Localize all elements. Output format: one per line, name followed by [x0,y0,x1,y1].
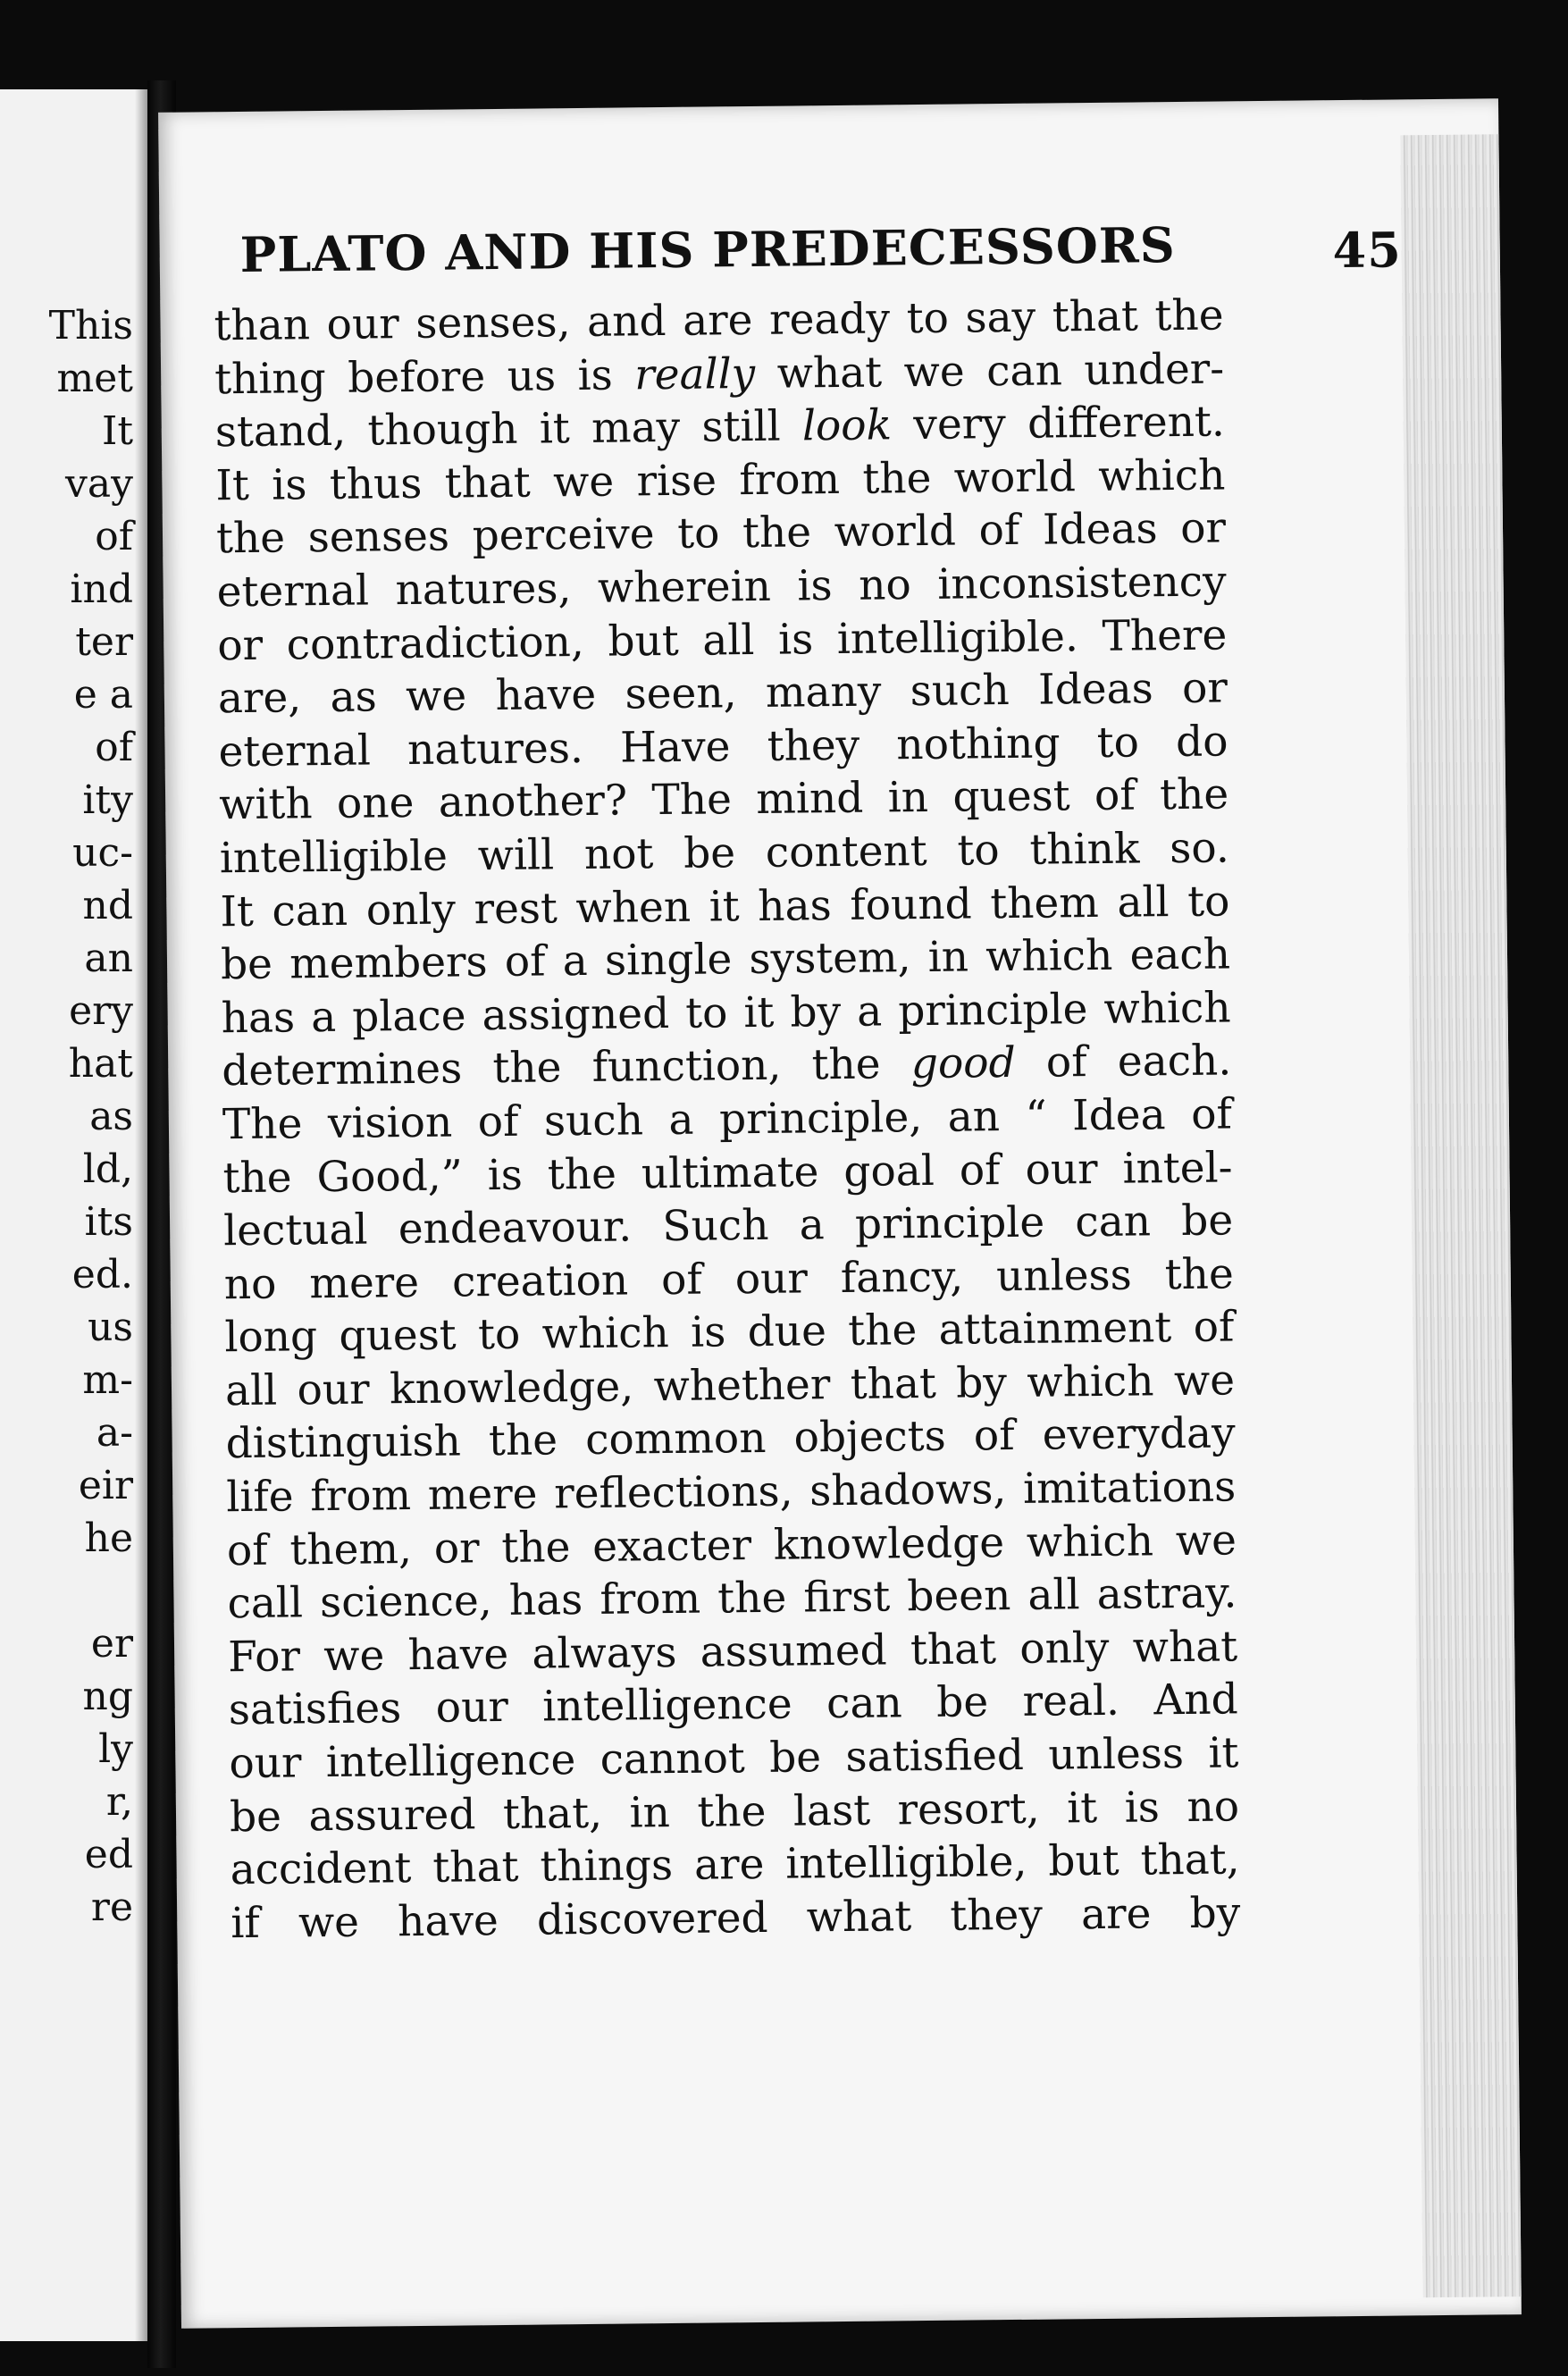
text-segment: be members of a single system, in which each [220,929,1231,990]
fragment-line: ind [70,567,133,612]
fragment-line: ter [75,619,133,665]
italic-word: good [910,1038,1016,1089]
text-segment: It is thus that we rise from the world which [215,450,1226,511]
fragment-line: ed [84,1832,133,1877]
text-segment: of each. [1015,1036,1232,1088]
fragment-line: its [84,1199,133,1245]
text-segment: than our senses, and are ready to say that the [214,290,1224,351]
fragment-line: eir [78,1463,133,1508]
text-segment: has a place assigned to it by a principle which [221,983,1231,1043]
text-line [231,1886,1241,1950]
fragment-line: ly [98,1726,133,1772]
text-segment: with one another? The mind in quest of the [218,769,1229,830]
text-segment: no mere creation of our fancy, unless the [223,1249,1235,1309]
text-segment: of them, or the exacter knowledge which we [226,1515,1237,1575]
fragment-line: hat [68,1041,133,1087]
text-segment: very different. [891,397,1226,450]
fragment-line: uc- [72,830,133,876]
fragment-line: an [84,936,133,981]
text-segment: if we have discovered what they are by [230,1888,1241,1948]
previous-page-edge [0,89,147,2341]
text-segment: what we can under- [754,344,1225,399]
text-segment: long quest to which is due the attainment of [224,1302,1235,1363]
running-head [239,214,1402,298]
text-line [222,1087,1233,1151]
text-segment: satisfies our intelligence can be real. And [228,1675,1239,1735]
fragment-line: of [95,514,133,559]
fragment-line: r, [105,1779,133,1825]
fragment-line: a- [96,1410,133,1456]
text-segment: the senses perceive to the world of Ideas or [215,503,1227,564]
fragment-line: ed. [71,1252,133,1297]
text-line [229,1726,1239,1790]
text-segment: stand, though it may still [214,401,803,458]
page-shadow [135,89,147,2341]
fragment-line: e a [73,672,133,718]
text-segment: distinguish the common objects of everyday [225,1408,1236,1469]
text-segment: thing before us is [214,349,635,404]
text-segment: are, as we have seen, many such Ideas or [217,663,1228,724]
text-segment: For we have always assumed that only what [227,1622,1238,1683]
text-segment: be assured that, in the last resort, it is no [229,1781,1240,1842]
text-segment: eternal natures. Have they nothing to do [218,717,1228,777]
fragment-line: ld, [82,1146,133,1192]
fragment-line: It [101,408,133,454]
body-text [214,289,1240,1950]
fragment-line [49,1565,133,1617]
text-line [219,821,1229,885]
fragment-line: he [84,1515,133,1561]
text-line [214,289,1224,352]
text-segment: call science, has from the first been all astray. [227,1568,1237,1629]
fragment-line: ery [69,988,133,1034]
italic-word: really [633,348,756,399]
fragment-line: nd [82,883,133,928]
book-page [158,98,1522,2329]
fragment-line: er [90,1621,133,1667]
text-segment: eternal natures, wherein is no inconsistency [216,557,1227,617]
fragment-line: This [48,303,133,348]
fragment-line: re [90,1885,133,1930]
running-head-title: PLATO AND HIS PREDECESSORS [239,216,1177,283]
fragment-line: ng [82,1674,133,1719]
fragment-line: as [89,1094,133,1139]
text-segment: intelligible will not be content to think so. [219,823,1230,884]
fragment-line: vay [65,461,133,507]
text-segment: our intelligence cannot be satisfied unless it [229,1728,1239,1789]
fragment-line: us [88,1305,133,1350]
text-segment: life from mere reflections, shadows, imitations [226,1462,1237,1523]
page-number: 45 [1332,221,1403,280]
italic-word: look [801,400,893,451]
page-stack-edge [1400,134,1521,2297]
text-segment: accident that things are intelligible, but that, [230,1834,1240,1895]
previous-page-text-fragments [49,299,133,1934]
text-line [216,555,1227,618]
text-segment: The vision of such a principle, an “ Idea of [222,1089,1233,1150]
fragment-line: of [95,725,133,770]
text-segment: all our knowledge, whether that by which we [224,1356,1236,1416]
text-segment: It can only rest when it has found them all to [220,876,1230,936]
text-segment: the Good,” is the ultimate goal of our intel- [222,1142,1233,1203]
text-segment: determines the function, the [222,1039,912,1096]
text-segment: or contradiction, but all is intelligible. There [217,609,1228,670]
fragment-line: ity [82,777,133,823]
text-segment: lectual endeavour. Such a principle can be [222,1196,1234,1256]
fragment-line: m- [82,1357,133,1403]
fragment-line: met [56,356,133,401]
